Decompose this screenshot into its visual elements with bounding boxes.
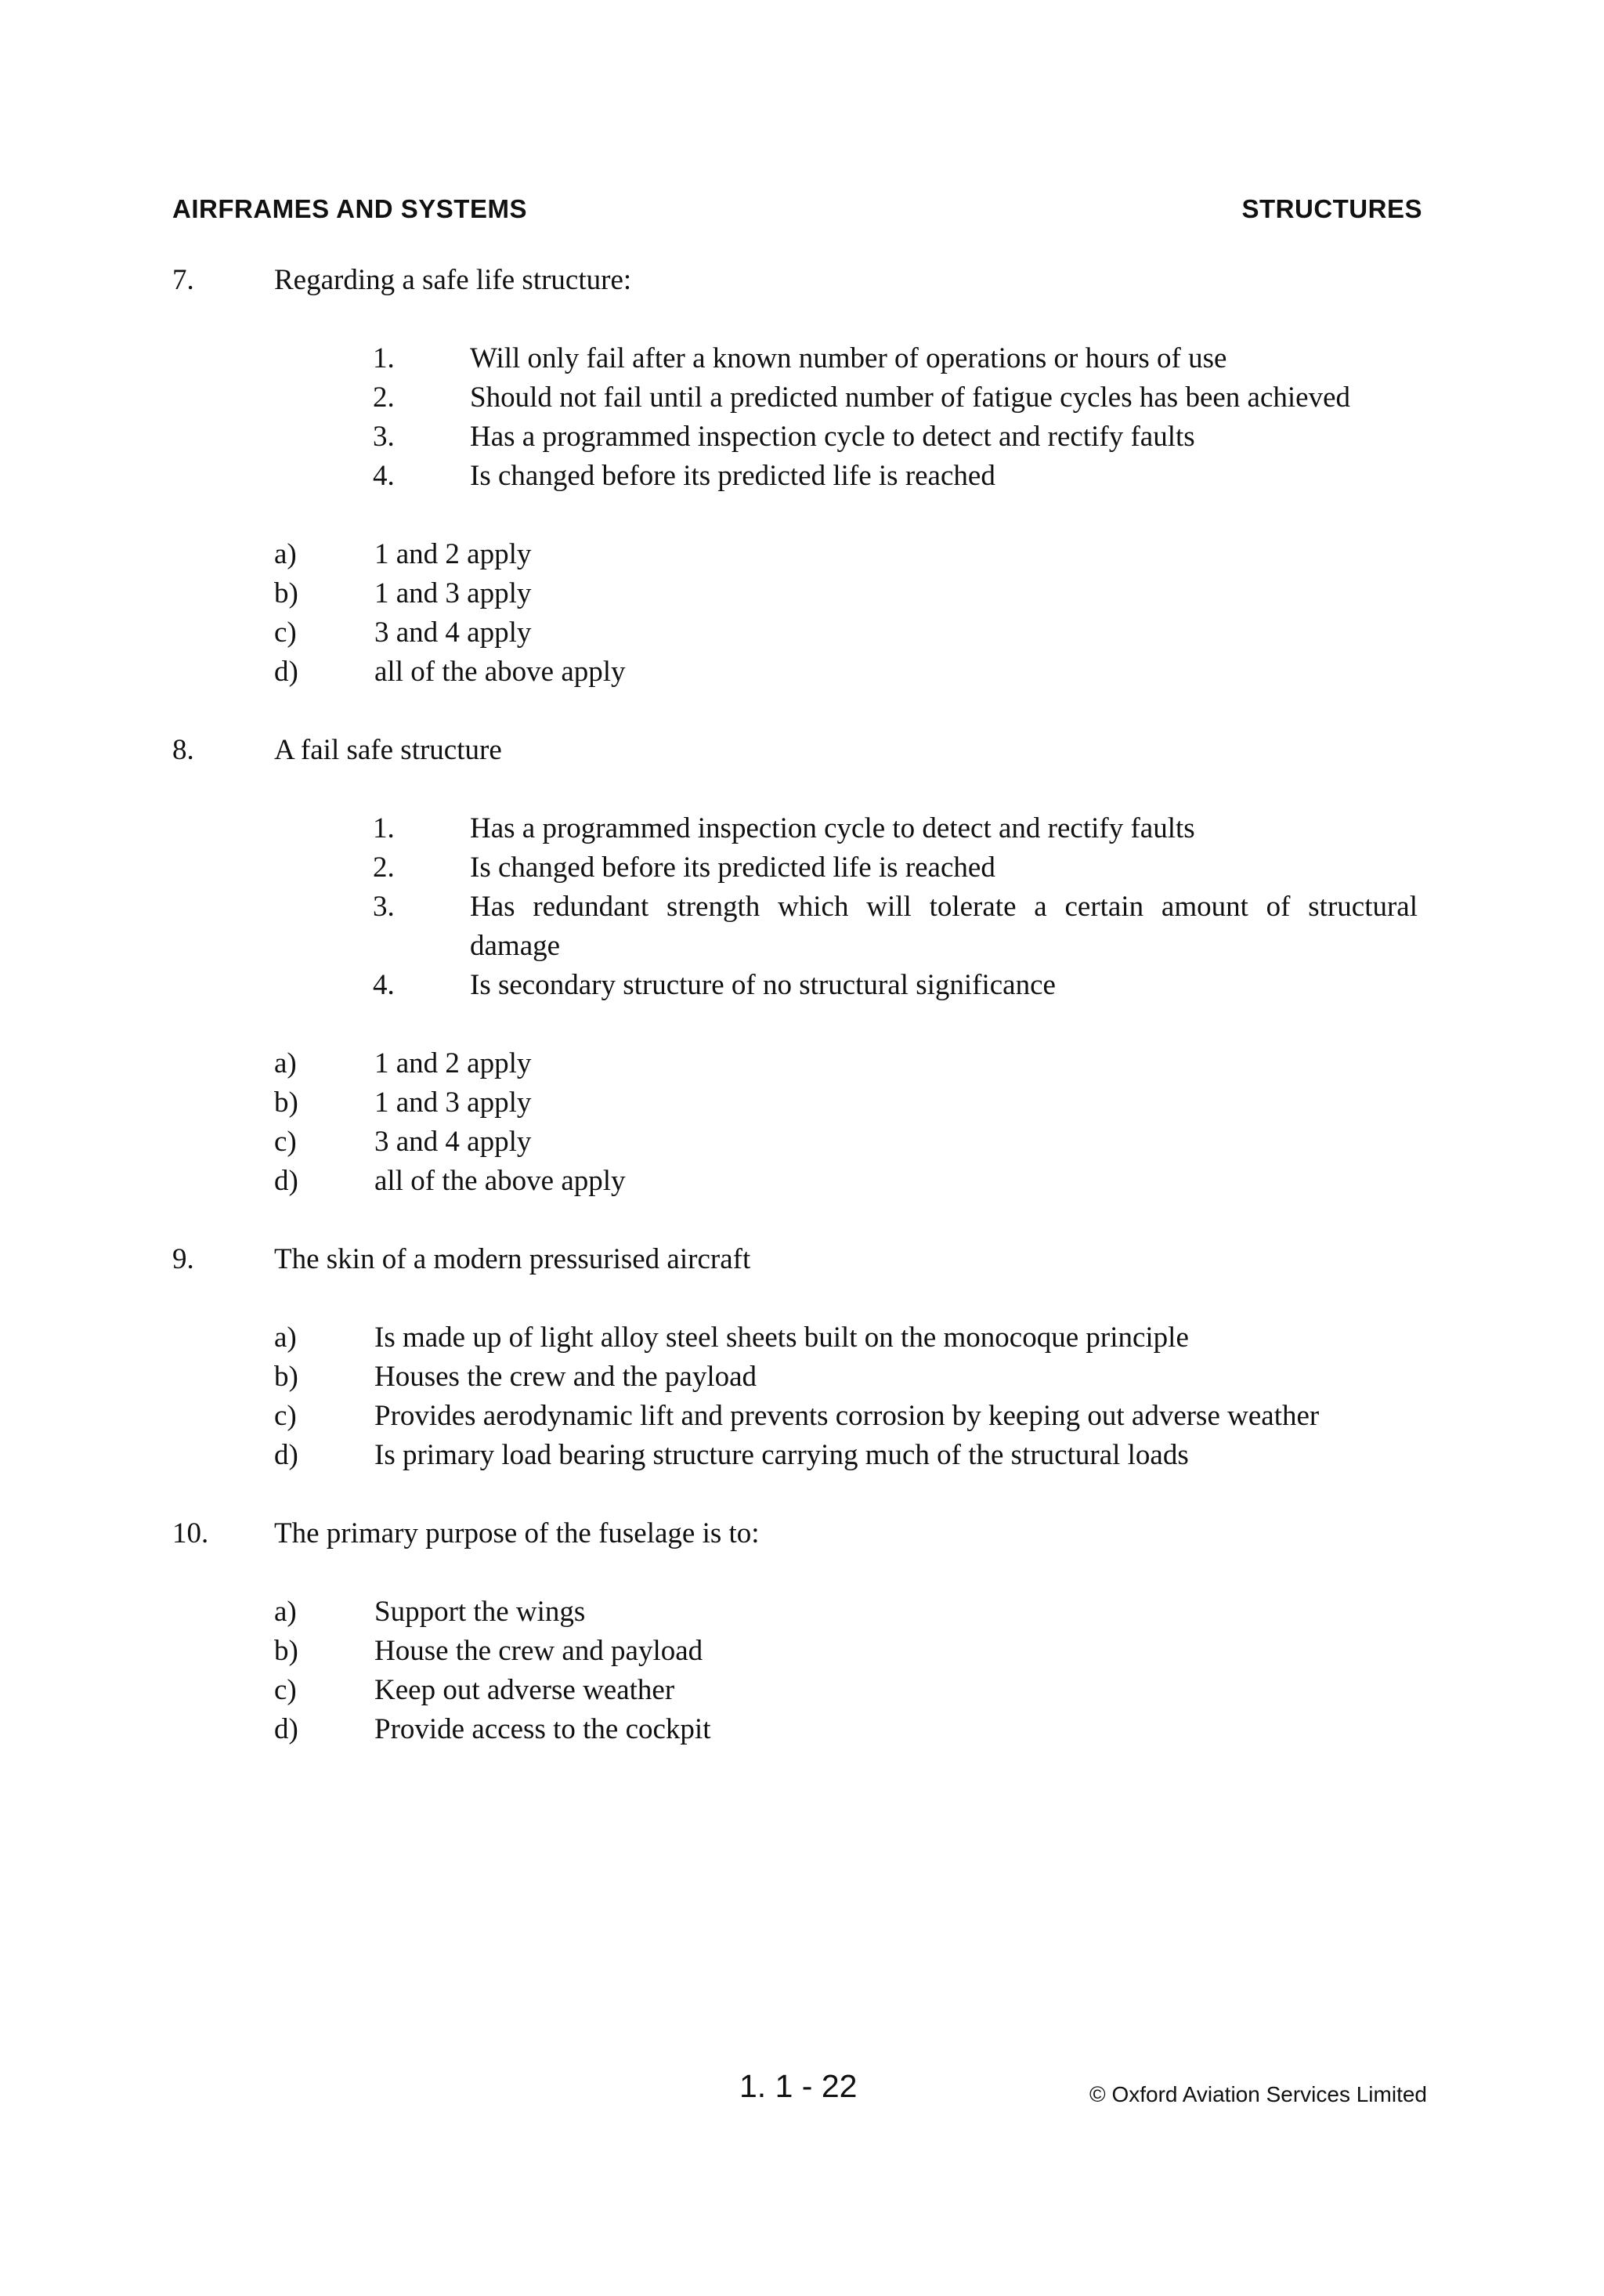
- header-subject: AIRFRAMES AND SYSTEMS: [172, 194, 527, 223]
- option-text: Provide access to the cockpit: [374, 1713, 711, 1745]
- option-letter: c): [274, 1674, 297, 1706]
- option-text: 1 and 2 apply: [374, 538, 532, 570]
- statement-number: 2.: [373, 852, 395, 884]
- statement-text-continued: damage: [470, 930, 561, 962]
- question-text: The primary purpose of the fuselage is to:: [274, 1517, 760, 1549]
- header-chapter: STRUCTURES: [1241, 194, 1422, 223]
- statement-text: Is secondary structure of no structural significance: [470, 969, 1056, 1001]
- question-text: A fail safe structure: [274, 734, 502, 766]
- option-text: 1 and 3 apply: [374, 577, 532, 609]
- statement-text: Has a programmed inspection cycle to detect and rectify faults: [470, 812, 1195, 844]
- option-letter: d): [274, 1713, 298, 1745]
- option-letter: c): [274, 1400, 297, 1432]
- statement-number: 2.: [373, 381, 395, 414]
- question-text: Regarding a safe life structure:: [274, 264, 632, 296]
- question-text: The skin of a modern pressurised aircraft: [274, 1243, 751, 1275]
- question-number: 8.: [172, 734, 194, 766]
- option-text: Is made up of light alloy steel sheets built on the monocoque principle: [374, 1322, 1189, 1354]
- statement-text: Should not fail until a predicted number of fatigue cycles has been achieved: [470, 381, 1351, 414]
- question-number: 9.: [172, 1243, 194, 1275]
- option-letter: b): [274, 1361, 298, 1393]
- option-text: House the crew and payload: [374, 1635, 703, 1667]
- statement-number: 4.: [373, 460, 395, 492]
- statement-text: Has redundant strength which will tolerate a certain amount of structural: [470, 891, 1418, 923]
- option-letter: d): [274, 1439, 298, 1471]
- statement-number: 1.: [373, 812, 395, 844]
- statement-text: Has a programmed inspection cycle to detect and rectify faults: [470, 421, 1195, 453]
- statement-number: 4.: [373, 969, 395, 1001]
- option-letter: c): [274, 616, 297, 649]
- option-text: Keep out adverse weather: [374, 1674, 675, 1706]
- statement-number: 3.: [373, 421, 395, 453]
- option-letter: b): [274, 1087, 298, 1119]
- option-letter: b): [274, 577, 298, 609]
- copyright-notice: © Oxford Aviation Services Limited: [1089, 2082, 1427, 2106]
- option-text: 3 and 4 apply: [374, 1126, 532, 1158]
- option-text: 1 and 3 apply: [374, 1087, 532, 1119]
- option-text: Provides aerodynamic lift and prevents corrosion by keeping out adverse weather: [374, 1400, 1320, 1432]
- statement-text: Will only fail after a known number of operations or hours of use: [470, 342, 1227, 374]
- option-text: Support the wings: [374, 1596, 586, 1628]
- question-number: 10.: [172, 1517, 209, 1549]
- question-number: 7.: [172, 264, 194, 296]
- statement-text: Is changed before its predicted life is reached: [470, 852, 995, 884]
- option-letter: d): [274, 656, 298, 688]
- option-text: Houses the crew and the payload: [374, 1361, 757, 1393]
- statement-number: 1.: [373, 342, 395, 374]
- option-text: Is primary load bearing structure carrying much of the structural loads: [374, 1439, 1189, 1471]
- option-letter: a): [274, 1596, 297, 1628]
- option-letter: a): [274, 1047, 297, 1079]
- option-text: 1 and 2 apply: [374, 1047, 532, 1079]
- option-letter: b): [274, 1635, 298, 1667]
- option-letter: c): [274, 1126, 297, 1158]
- option-letter: d): [274, 1165, 298, 1197]
- option-letter: a): [274, 538, 297, 570]
- option-text: all of the above apply: [374, 656, 626, 688]
- option-text: all of the above apply: [374, 1165, 626, 1197]
- statement-number: 3.: [373, 891, 395, 923]
- page-number: 1. 1 - 22: [739, 2068, 858, 2104]
- option-letter: a): [274, 1322, 297, 1354]
- option-text: 3 and 4 apply: [374, 616, 532, 649]
- statement-text: Is changed before its predicted life is reached: [470, 460, 995, 492]
